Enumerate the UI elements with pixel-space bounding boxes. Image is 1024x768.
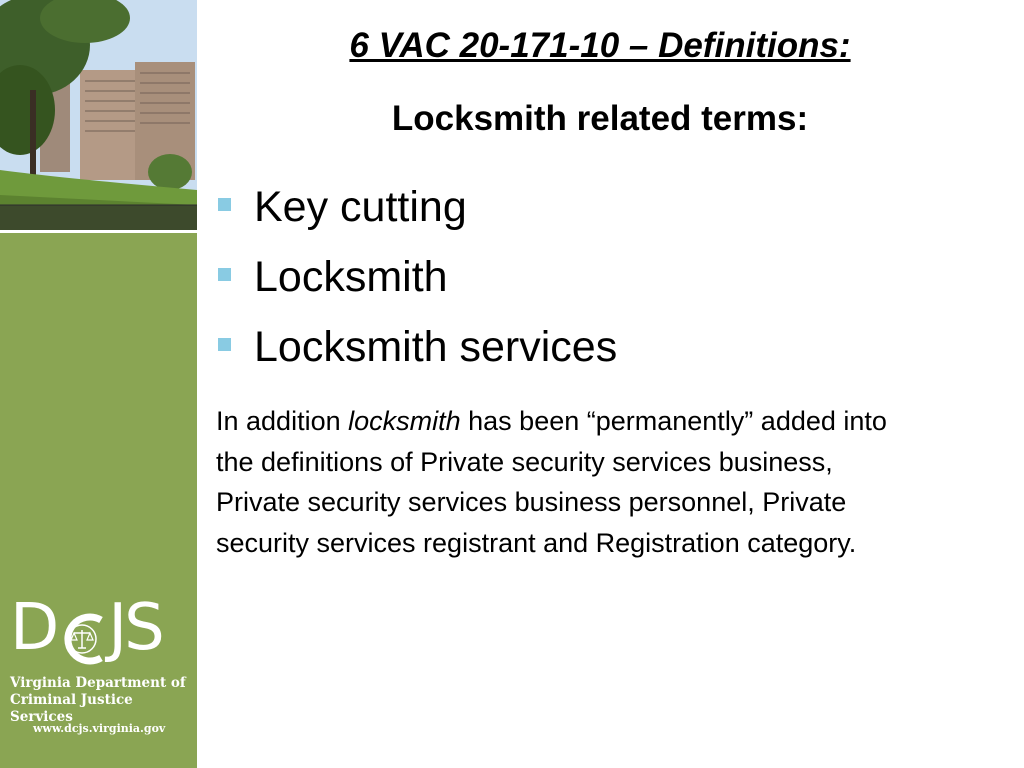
paragraph-emphasis: locksmith xyxy=(348,406,461,436)
agency-name xyxy=(10,675,195,726)
paragraph-rest: has been “permanently” added into the definitions of Private security services business, Private security services business personnel, Private security services registrant and Registration category. xyxy=(216,406,887,558)
logo-letter-d: D xyxy=(10,591,57,665)
city-park-photo xyxy=(0,0,197,233)
square-bullet-icon xyxy=(218,338,231,351)
logo-letters-js: JS xyxy=(108,591,162,665)
bullet-item xyxy=(218,172,617,242)
sidebar xyxy=(0,0,197,768)
body-paragraph xyxy=(216,401,916,563)
square-bullet-icon xyxy=(218,198,231,211)
bullet-text: Key cutting xyxy=(254,182,467,231)
bullet-text: Locksmith services xyxy=(254,322,618,371)
paragraph-lead: In addition xyxy=(216,406,349,436)
bullet-item xyxy=(218,242,617,312)
square-bullet-icon xyxy=(218,268,231,281)
city-park-illustration xyxy=(0,0,197,233)
bullet-list xyxy=(218,172,617,382)
dcjs-wordmark xyxy=(10,588,162,668)
photo-divider xyxy=(0,230,197,233)
agency-url: www.dcjs.virginia.gov xyxy=(33,722,166,735)
agency-name-line1: Virginia Department of xyxy=(10,675,186,691)
scales-of-justice-seal-icon xyxy=(57,600,107,656)
slide-title: 6 VAC 20-171-10 – Definitions: xyxy=(349,26,851,65)
slide-subtitle: Locksmith related terms: xyxy=(391,99,809,138)
agency-name-line2: Criminal Justice Services xyxy=(10,692,133,725)
bullet-text: Locksmith xyxy=(254,252,448,301)
bullet-item xyxy=(218,312,617,382)
dcjs-logo xyxy=(0,588,197,768)
